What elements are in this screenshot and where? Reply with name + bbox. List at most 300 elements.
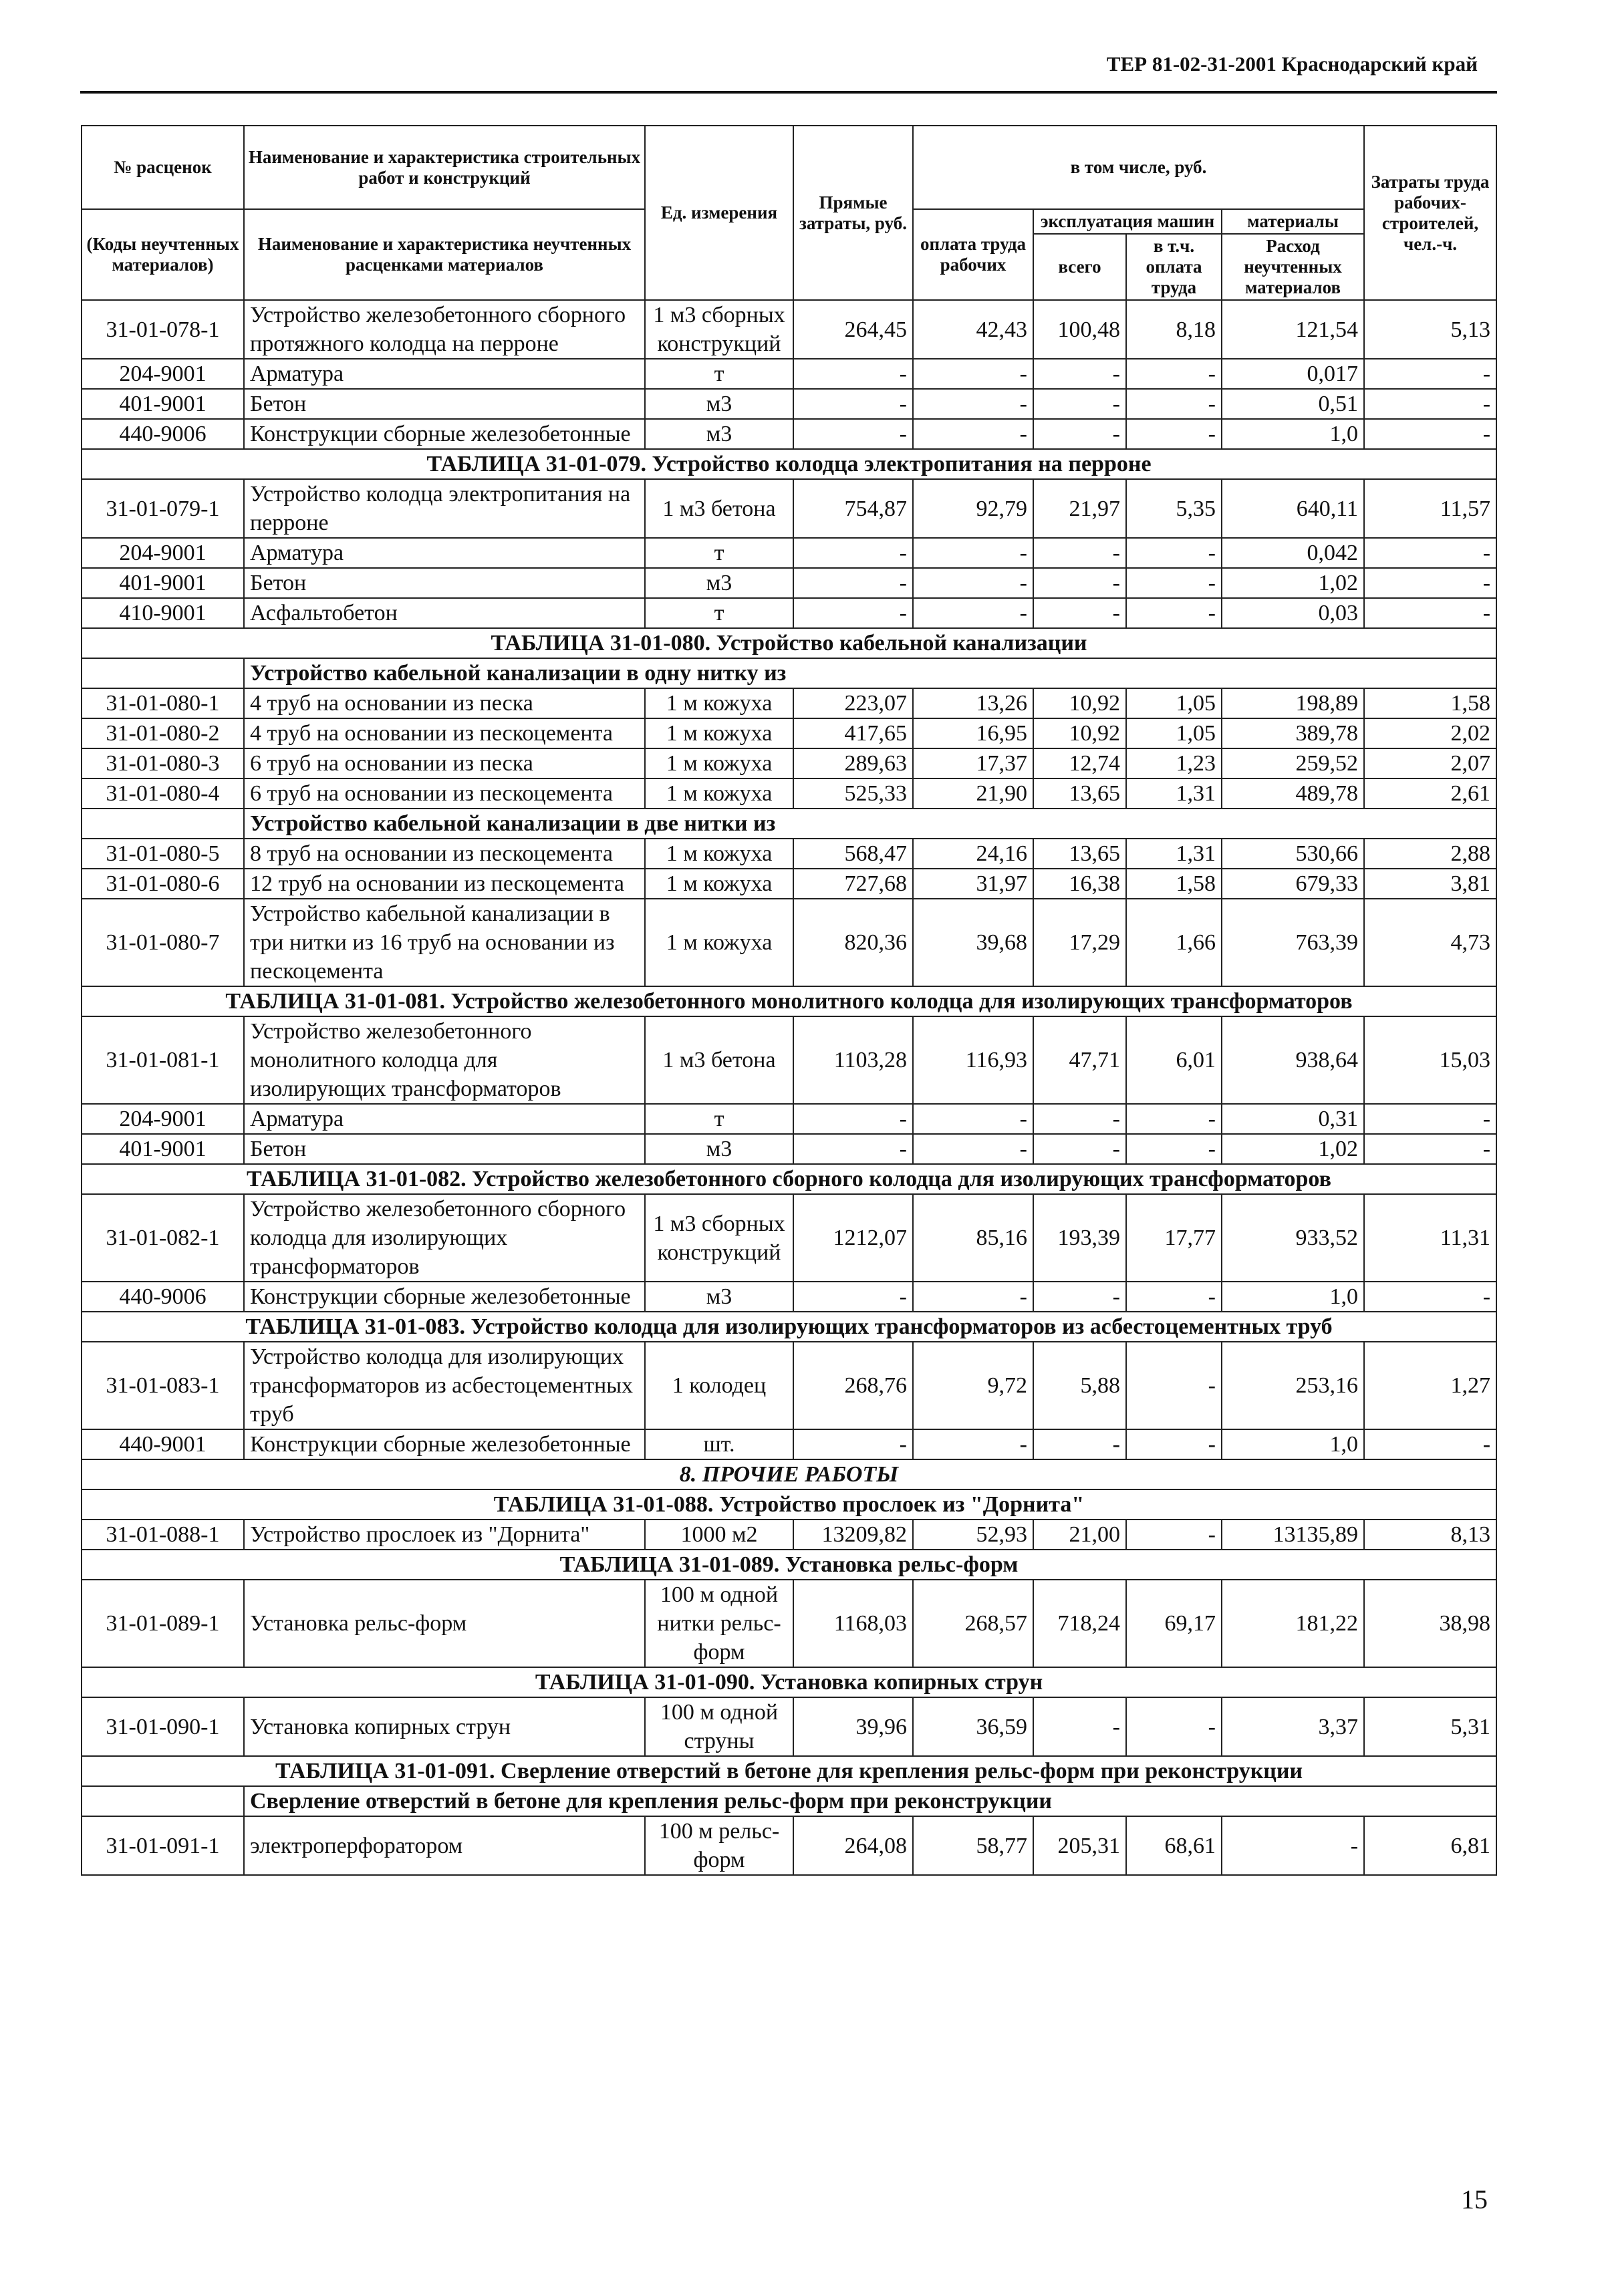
machines-total-cell: 205,31 (1033, 1816, 1126, 1875)
work-name: Устройство колодца для изолирующих трансформаторов из асбестоцементных труб (244, 1342, 645, 1429)
labor-pay-cell: 31,97 (913, 869, 1033, 899)
materials-cell: 1,0 (1222, 419, 1364, 449)
direct-costs-cell: 1168,03 (793, 1580, 913, 1667)
direct-costs-cell: 568,47 (793, 839, 913, 869)
empty-cell (82, 809, 244, 839)
unit-cell: 100 м рельс-форм (645, 1816, 793, 1875)
direct-costs-cell: - (793, 1429, 913, 1459)
machines-total-cell: 17,29 (1033, 899, 1126, 986)
section-title: ТАБЛИЦА 31-01-080. Устройство кабельной канализации (82, 628, 1496, 658)
table-row (82, 1104, 1496, 1134)
unit-cell: 1 колодец (645, 1342, 793, 1429)
machines-labor-cell: - (1126, 598, 1222, 628)
rate-code: 204-9001 (82, 359, 244, 389)
labor-hours-cell: - (1364, 389, 1496, 419)
materials-cell: - (1222, 1816, 1364, 1875)
table-row (82, 869, 1496, 899)
section-row (82, 449, 1496, 479)
header-rule (80, 91, 1497, 94)
header-machines-labor: в т.ч. оплата труда (1126, 234, 1222, 300)
direct-costs-cell: 820,36 (793, 899, 913, 986)
machines-total-cell: - (1033, 1282, 1126, 1312)
table-header (82, 126, 1496, 300)
table-row (82, 1429, 1496, 1459)
machines-total-cell: - (1033, 389, 1126, 419)
labor-pay-cell: - (913, 419, 1033, 449)
machines-labor-cell: 8,18 (1126, 300, 1222, 359)
materials-cell: 1,02 (1222, 1134, 1364, 1164)
direct-costs-cell: 264,08 (793, 1816, 913, 1875)
unit-cell: шт. (645, 1429, 793, 1459)
table-row (82, 389, 1496, 419)
rate-code: 31-01-080-1 (82, 688, 244, 718)
table-row (82, 718, 1496, 748)
section-row (82, 1164, 1496, 1194)
table-row (82, 1342, 1496, 1429)
section-row (82, 628, 1496, 658)
header-labor-pay: оплата труда рабочих (913, 209, 1033, 300)
labor-hours-cell: 1,27 (1364, 1342, 1496, 1429)
section-title: ТАБЛИЦА 31-01-091. Сверление отверстий в бетоне для крепления рельс-форм при реконструкции (82, 1756, 1496, 1786)
machines-labor-cell: - (1126, 568, 1222, 598)
machines-labor-cell: 1,23 (1126, 748, 1222, 778)
section-row (82, 986, 1496, 1016)
labor-hours-cell: 5,31 (1364, 1697, 1496, 1756)
labor-hours-cell: - (1364, 598, 1496, 628)
work-name: 12 труб на основании из пескоцемента (244, 869, 645, 899)
labor-pay-cell: 92,79 (913, 479, 1033, 538)
materials-cell: 259,52 (1222, 748, 1364, 778)
machines-labor-cell: 1,05 (1126, 688, 1222, 718)
machines-total-cell: 718,24 (1033, 1580, 1126, 1667)
work-name: электроперфоратором (244, 1816, 645, 1875)
machines-total-cell: 5,88 (1033, 1342, 1126, 1429)
rate-code: 31-01-080-4 (82, 778, 244, 809)
unit-cell: 1 м кожуха (645, 778, 793, 809)
work-name: Асфальтобетон (244, 598, 645, 628)
unit-cell: т (645, 359, 793, 389)
direct-costs-cell: 754,87 (793, 479, 913, 538)
labor-pay-cell: 42,43 (913, 300, 1033, 359)
table-row (82, 899, 1496, 986)
labor-hours-cell: 2,02 (1364, 718, 1496, 748)
rate-code: 31-01-080-3 (82, 748, 244, 778)
labor-hours-cell: - (1364, 1429, 1496, 1459)
machines-labor-cell: - (1126, 1134, 1222, 1164)
machines-total-cell: - (1033, 1104, 1126, 1134)
unit-cell: 1 м кожуха (645, 899, 793, 986)
labor-pay-cell: 9,72 (913, 1342, 1033, 1429)
price-table (81, 125, 1497, 1876)
direct-costs-cell: 268,76 (793, 1342, 913, 1429)
header-machines-total: всего (1033, 234, 1126, 300)
unit-cell: 1 м кожуха (645, 839, 793, 869)
table-body (82, 300, 1496, 1875)
machines-total-cell: - (1033, 598, 1126, 628)
work-name: Конструкции сборные железобетонные (244, 419, 645, 449)
header-code-materials: (Коды неучтенных материалов) (82, 209, 244, 300)
table-row (82, 359, 1496, 389)
machines-labor-cell: 68,61 (1126, 1816, 1222, 1875)
table-row (82, 748, 1496, 778)
materials-cell: 763,39 (1222, 899, 1364, 986)
work-name: Устройство колодца электропитания на перроне (244, 479, 645, 538)
chapter-row (82, 1459, 1496, 1489)
machines-total-cell: 193,39 (1033, 1194, 1126, 1282)
materials-cell: 3,37 (1222, 1697, 1364, 1756)
unit-cell: м3 (645, 1282, 793, 1312)
labor-hours-cell: 2,07 (1364, 748, 1496, 778)
subsection-row (82, 658, 1496, 688)
labor-hours-cell: - (1364, 1134, 1496, 1164)
machines-labor-cell: - (1126, 389, 1222, 419)
table-row (82, 1580, 1496, 1667)
machines-total-cell: - (1033, 1134, 1126, 1164)
machines-total-cell: 21,97 (1033, 479, 1126, 538)
machines-total-cell: - (1033, 568, 1126, 598)
unit-cell: т (645, 538, 793, 568)
machines-total-cell: 13,65 (1033, 778, 1126, 809)
direct-costs-cell: 417,65 (793, 718, 913, 748)
machines-labor-cell: - (1126, 1282, 1222, 1312)
labor-hours-cell: - (1364, 568, 1496, 598)
materials-cell: 1,0 (1222, 1429, 1364, 1459)
work-name: Конструкции сборные железобетонные (244, 1429, 645, 1459)
rate-code: 440-9006 (82, 1282, 244, 1312)
labor-hours-cell: 4,73 (1364, 899, 1496, 986)
materials-cell: 0,51 (1222, 389, 1364, 419)
labor-pay-cell: - (913, 568, 1033, 598)
direct-costs-cell: - (793, 538, 913, 568)
labor-pay-cell: - (913, 359, 1033, 389)
document-header-code: ТЕР 81-02-31-2001 Краснодарский край (1106, 52, 1478, 76)
labor-hours-cell: 5,13 (1364, 300, 1496, 359)
rate-code: 401-9001 (82, 568, 244, 598)
machines-labor-cell: - (1126, 419, 1222, 449)
machines-total-cell: 10,92 (1033, 688, 1126, 718)
direct-costs-cell: 13209,82 (793, 1520, 913, 1550)
table-row (82, 1282, 1496, 1312)
rate-code: 401-9001 (82, 389, 244, 419)
table-row (82, 1520, 1496, 1550)
labor-hours-cell: 3,81 (1364, 869, 1496, 899)
empty-cell (82, 1786, 244, 1816)
unit-cell: м3 (645, 389, 793, 419)
direct-costs-cell: - (793, 359, 913, 389)
machines-labor-cell: 1,31 (1126, 778, 1222, 809)
work-name: Бетон (244, 389, 645, 419)
machines-total-cell: - (1033, 1429, 1126, 1459)
direct-costs-cell: 39,96 (793, 1697, 913, 1756)
labor-hours-cell: 1,58 (1364, 688, 1496, 718)
labor-pay-cell: 36,59 (913, 1697, 1033, 1756)
labor-pay-cell: 85,16 (913, 1194, 1033, 1282)
unit-cell: м3 (645, 419, 793, 449)
rate-code: 440-9001 (82, 1429, 244, 1459)
header-direct-costs: Прямые затраты, руб. (793, 126, 913, 300)
rate-code: 31-01-078-1 (82, 300, 244, 359)
machines-labor-cell: 1,66 (1126, 899, 1222, 986)
unit-cell: 100 м одной струны (645, 1697, 793, 1756)
machines-total-cell: 10,92 (1033, 718, 1126, 748)
work-name: Устройство прослоек из "Дорнита" (244, 1520, 645, 1550)
machines-labor-cell: - (1126, 538, 1222, 568)
direct-costs-cell: - (793, 389, 913, 419)
work-name: Устройство железобетонного сборного колодца для изолирующих трансформаторов (244, 1194, 645, 1282)
unit-cell: 1 м3 бетона (645, 479, 793, 538)
table-row (82, 778, 1496, 809)
materials-cell: 13135,89 (1222, 1520, 1364, 1550)
work-name: 4 труб на основании из песка (244, 688, 645, 718)
machines-labor-cell: - (1126, 1342, 1222, 1429)
rate-code: 401-9001 (82, 1134, 244, 1164)
direct-costs-cell: 1212,07 (793, 1194, 913, 1282)
table-row (82, 1134, 1496, 1164)
labor-hours-cell: - (1364, 359, 1496, 389)
unit-cell: т (645, 1104, 793, 1134)
machines-labor-cell: - (1126, 1520, 1222, 1550)
work-name: Бетон (244, 1134, 645, 1164)
work-name: 6 труб на основании из пескоцемента (244, 778, 645, 809)
labor-pay-cell: 39,68 (913, 899, 1033, 986)
section-row (82, 1312, 1496, 1342)
rate-code: 31-01-080-5 (82, 839, 244, 869)
machines-labor-cell: 1,31 (1126, 839, 1222, 869)
labor-pay-cell: 116,93 (913, 1016, 1033, 1104)
subsection-row (82, 809, 1496, 839)
table-row (82, 300, 1496, 359)
machines-labor-cell: 69,17 (1126, 1580, 1222, 1667)
labor-pay-cell: - (913, 598, 1033, 628)
labor-pay-cell: - (913, 1104, 1033, 1134)
machines-total-cell: 100,48 (1033, 300, 1126, 359)
table-row (82, 419, 1496, 449)
labor-hours-cell: 11,31 (1364, 1194, 1496, 1282)
labor-pay-cell: - (913, 1134, 1033, 1164)
direct-costs-cell: 525,33 (793, 778, 913, 809)
rate-code: 31-01-080-6 (82, 869, 244, 899)
empty-cell (82, 658, 244, 688)
table-row (82, 1816, 1496, 1875)
machines-labor-cell: - (1126, 1429, 1222, 1459)
materials-cell: 253,16 (1222, 1342, 1364, 1429)
rate-code: 31-01-079-1 (82, 479, 244, 538)
unit-cell: 100 м одной нитки рельс-форм (645, 1580, 793, 1667)
work-name: 4 труб на основании из пескоцемента (244, 718, 645, 748)
work-name: Устройство железобетонного монолитного колодца для изолирующих трансформаторов (244, 1016, 645, 1104)
labor-hours-cell: 15,03 (1364, 1016, 1496, 1104)
materials-cell: 640,11 (1222, 479, 1364, 538)
labor-hours-cell: - (1364, 538, 1496, 568)
section-title: ТАБЛИЦА 31-01-090. Установка копирных струн (82, 1667, 1496, 1697)
machines-labor-cell: 5,35 (1126, 479, 1222, 538)
direct-costs-cell: 1103,28 (793, 1016, 913, 1104)
labor-pay-cell: 21,90 (913, 778, 1033, 809)
section-title: ТАБЛИЦА 31-01-082. Устройство железобетонного сборного колодца для изолирующих трансформаторов (82, 1164, 1496, 1194)
table-row (82, 1697, 1496, 1756)
machines-total-cell: 21,00 (1033, 1520, 1126, 1550)
labor-pay-cell: 58,77 (913, 1816, 1033, 1875)
materials-cell: 1,02 (1222, 568, 1364, 598)
section-title: ТАБЛИЦА 31-01-081. Устройство железобетонного монолитного колодца для изолирующих трансформаторов (82, 986, 1496, 1016)
chapter-title: 8. ПРОЧИЕ РАБОТЫ (82, 1459, 1496, 1489)
materials-cell: 198,89 (1222, 688, 1364, 718)
unit-cell: 1 м3 бетона (645, 1016, 793, 1104)
unit-cell: 1 м кожуха (645, 869, 793, 899)
header-name-materials: Наименование и характеристика неучтенных расценками материалов (244, 209, 645, 300)
materials-cell: 489,78 (1222, 778, 1364, 809)
machines-total-cell: - (1033, 538, 1126, 568)
header-unit: Ед. измерения (645, 126, 793, 300)
rate-code: 31-01-083-1 (82, 1342, 244, 1429)
work-name: Арматура (244, 359, 645, 389)
machines-labor-cell: 1,05 (1126, 718, 1222, 748)
labor-pay-cell: - (913, 1429, 1033, 1459)
rate-code: 31-01-088-1 (82, 1520, 244, 1550)
machines-total-cell: 47,71 (1033, 1016, 1126, 1104)
work-name: Установка копирных струн (244, 1697, 645, 1756)
rate-code: 31-01-080-2 (82, 718, 244, 748)
labor-pay-cell: - (913, 538, 1033, 568)
unit-cell: м3 (645, 568, 793, 598)
materials-cell: 389,78 (1222, 718, 1364, 748)
header-incl: в том числе, руб. (913, 126, 1364, 209)
page-number: 15 (1461, 2184, 1488, 2214)
unit-cell: 1 м3 сборных конструкций (645, 300, 793, 359)
direct-costs-cell: - (793, 419, 913, 449)
subsection-title: Устройство кабельной канализации в одну нитку из (244, 658, 1496, 688)
work-name: 8 труб на основании из пескоцемента (244, 839, 645, 869)
machines-labor-cell: 6,01 (1126, 1016, 1222, 1104)
table-row (82, 688, 1496, 718)
materials-cell: 938,64 (1222, 1016, 1364, 1104)
machines-total-cell: - (1033, 419, 1126, 449)
materials-cell: 530,66 (1222, 839, 1364, 869)
unit-cell: 1 м кожуха (645, 688, 793, 718)
unit-cell: м3 (645, 1134, 793, 1164)
labor-hours-cell: - (1364, 419, 1496, 449)
rate-code: 31-01-081-1 (82, 1016, 244, 1104)
rate-code: 31-01-090-1 (82, 1697, 244, 1756)
rate-code: 204-9001 (82, 538, 244, 568)
subsection-title: Сверление отверстий в бетоне для крепления рельс-форм при реконструкции (244, 1786, 1496, 1816)
section-title: ТАБЛИЦА 31-01-088. Устройство прослоек из "Дорнита" (82, 1489, 1496, 1520)
header-name: Наименование и характеристика строительных работ и конструкций (244, 126, 645, 209)
labor-pay-cell: - (913, 1282, 1033, 1312)
labor-hours-cell: 38,98 (1364, 1580, 1496, 1667)
table-row (82, 479, 1496, 538)
labor-hours-cell: 2,88 (1364, 839, 1496, 869)
table-row (82, 568, 1496, 598)
labor-pay-cell: 52,93 (913, 1520, 1033, 1550)
table-row (82, 1016, 1496, 1104)
direct-costs-cell: - (793, 1134, 913, 1164)
labor-pay-cell: - (913, 389, 1033, 419)
work-name: Установка рельс-форм (244, 1580, 645, 1667)
rate-code: 31-01-080-7 (82, 899, 244, 986)
section-title: ТАБЛИЦА 31-01-089. Установка рельс-форм (82, 1550, 1496, 1580)
header-machines: эксплуатация машин (1033, 209, 1222, 234)
table-row (82, 839, 1496, 869)
direct-costs-cell: 223,07 (793, 688, 913, 718)
labor-hours-cell: 2,61 (1364, 778, 1496, 809)
section-row (82, 1489, 1496, 1520)
direct-costs-cell: - (793, 568, 913, 598)
section-row (82, 1550, 1496, 1580)
rate-code: 31-01-091-1 (82, 1816, 244, 1875)
materials-cell: 0,31 (1222, 1104, 1364, 1134)
labor-hours-cell: - (1364, 1282, 1496, 1312)
machines-labor-cell: - (1126, 1104, 1222, 1134)
direct-costs-cell: 264,45 (793, 300, 913, 359)
labor-hours-cell: 11,57 (1364, 479, 1496, 538)
labor-pay-cell: 24,16 (913, 839, 1033, 869)
work-name: 6 труб на основании из песка (244, 748, 645, 778)
section-row (82, 1756, 1496, 1786)
unit-cell: 1000 м2 (645, 1520, 793, 1550)
work-name: Арматура (244, 1104, 645, 1134)
machines-labor-cell: 17,77 (1126, 1194, 1222, 1282)
direct-costs-cell: - (793, 598, 913, 628)
table-row (82, 1194, 1496, 1282)
section-title: ТАБЛИЦА 31-01-079. Устройство колодца электропитания на перроне (82, 449, 1496, 479)
labor-pay-cell: 13,26 (913, 688, 1033, 718)
unit-cell: 1 м3 сборных конструкций (645, 1194, 793, 1282)
materials-cell: 0,03 (1222, 598, 1364, 628)
rate-code: 204-9001 (82, 1104, 244, 1134)
machines-total-cell: - (1033, 1697, 1126, 1756)
work-name: Устройство кабельной канализации в три нитки из 16 труб на основании из пескоцемента (244, 899, 645, 986)
machines-labor-cell: - (1126, 1697, 1222, 1756)
header-code: № расценок (82, 126, 244, 209)
table-row (82, 538, 1496, 568)
direct-costs-cell: - (793, 1282, 913, 1312)
machines-total-cell: 16,38 (1033, 869, 1126, 899)
materials-cell: 0,042 (1222, 538, 1364, 568)
materials-cell: 0,017 (1222, 359, 1364, 389)
materials-cell: 121,54 (1222, 300, 1364, 359)
section-row (82, 1667, 1496, 1697)
labor-pay-cell: 16,95 (913, 718, 1033, 748)
machines-total-cell: 12,74 (1033, 748, 1126, 778)
subsection-row (82, 1786, 1496, 1816)
machines-total-cell: 13,65 (1033, 839, 1126, 869)
work-name: Арматура (244, 538, 645, 568)
direct-costs-cell: 727,68 (793, 869, 913, 899)
work-name: Конструкции сборные железобетонные (244, 1282, 645, 1312)
materials-cell: 1,0 (1222, 1282, 1364, 1312)
work-name: Бетон (244, 568, 645, 598)
rate-code: 440-9006 (82, 419, 244, 449)
unit-cell: 1 м кожуха (645, 718, 793, 748)
unit-cell: т (645, 598, 793, 628)
header-materials: материалы (1222, 209, 1364, 234)
labor-pay-cell: 17,37 (913, 748, 1033, 778)
subsection-title: Устройство кабельной канализации в две нитки из (244, 809, 1496, 839)
labor-pay-cell: 268,57 (913, 1580, 1033, 1667)
rate-code: 31-01-082-1 (82, 1194, 244, 1282)
header-materials-consumption: Расход неучтенных материалов (1222, 234, 1364, 300)
section-title: ТАБЛИЦА 31-01-083. Устройство колодца для изолирующих трансформаторов из асбестоцементных труб (82, 1312, 1496, 1342)
direct-costs-cell: - (793, 1104, 913, 1134)
header-labor-hours: Затраты труда рабочих-строителей, чел.-ч. (1364, 126, 1496, 300)
work-name: Устройство железобетонного сборного протяжного колодца на перроне (244, 300, 645, 359)
machines-labor-cell: 1,58 (1126, 869, 1222, 899)
rate-code: 410-9001 (82, 598, 244, 628)
labor-hours-cell: 6,81 (1364, 1816, 1496, 1875)
materials-cell: 679,33 (1222, 869, 1364, 899)
table-row (82, 598, 1496, 628)
